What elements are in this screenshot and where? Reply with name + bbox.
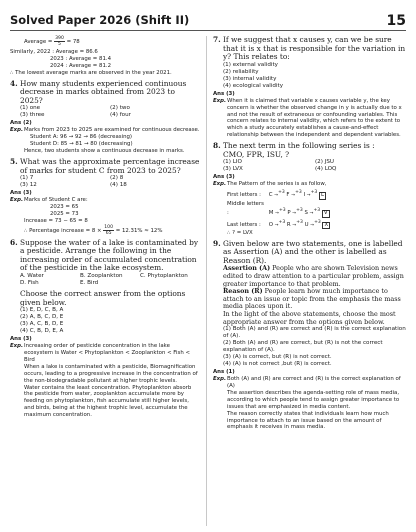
- percentage-formula: ∴ Percentage increase = 8 × $\frac{100}{65}$ = 12.31% ≈ 12%: [24, 224, 163, 236]
- q9-options: [223, 326, 407, 368]
- q8-options: [223, 159, 407, 173]
- q8-series: CMO, FPR, ISU, ?: [223, 149, 290, 159]
- q9-explanation: Exp. Both (A) and (R) are correct and (R) is the correct explanation of (A) The assertion describes the agenda-setting role of mass media, according to which people tend to assign greater importance to issues that are emphasized in media content. The reason correctly states that individuals learn how much importance to attach to an issue based on the amount of emphasis it receives in mass media.: [213, 376, 401, 431]
- q7-explanation: Exp. When it is claimed that variable x causes variable y, the key concern is whether the observed change in y is actually due to x and not the result of extraneous or confounding variables. This concern relates to internal validity, which refers to the extent to which a study accurately establishes a cause-and-effect relationship between the independent and dependent variables.: [213, 97, 402, 139]
- left-column: [10, 36, 200, 419]
- option: (2) JSU: [315, 159, 334, 166]
- option: (2) two: [110, 105, 130, 112]
- q6-answer: Ans (3): [10, 336, 32, 343]
- q6-choose: Choose the correct answer from the options given below.: [20, 289, 186, 307]
- option: (4) four: [110, 112, 131, 119]
- reason: Reason (R) People learn how much importance to attach to an issue or topic from the emphasis the mass media places upon it.: [223, 287, 401, 311]
- column-divider: [206, 36, 207, 526]
- q9-choose: In the light of the above statements, choose the most appropriate answer from the options given below.: [223, 309, 396, 326]
- avg-2023: 2023 : Average = 81.4: [50, 55, 112, 62]
- option: (3) A, C, B, D, E: [20, 321, 64, 328]
- fraction: $\frac{100}{65}$: [104, 224, 114, 236]
- right-column: [213, 36, 407, 431]
- q5-answer: Ans (3): [10, 190, 32, 197]
- option: (4) C, B, D, E, A: [20, 328, 64, 335]
- q6-explanation: Exp. Increasing order of pesticide concentration in the lake ecosystem is Water < Phytoplankton < Zooplankton < Fish < Bird When a lake is contaminated with a pesticide, Biomagnification occurs, leading to a progressive increase in the concentration of the non-biodegradable pollutant at higher trophic levels. Water contains the least concentration. Phytoplankton absorb the pesticide from water, zooplankton accumulate more by feeding on phytoplankton, fish accumulate still higher levels, and birds, being at the highest trophic level, accumulate the maximum concentration.: [10, 343, 198, 419]
- question-9: 9. Given below are two statements, one is labelled as Assertion (A) and the other is labelled as Reason (R).: [213, 238, 403, 265]
- option: (3) internal validity: [223, 75, 277, 82]
- answer-box: L: [321, 191, 325, 198]
- q6-organisms: A. Water B. Zooplankton C. Phytoplankton D. Fish E. Bird: [20, 273, 188, 287]
- option: (4) LOQ: [315, 166, 337, 173]
- average-formula: Average = $\frac{390}{5}$ = 78: [24, 36, 80, 47]
- answer-box: X: [324, 221, 329, 228]
- assertion: Assertion (A) People who are shown Television news edited to draw attention to a particular problem, assign greater importance to that problem.: [223, 264, 404, 288]
- fraction: $\frac{390}{5}$: [55, 36, 64, 47]
- option: (3) LVX: [223, 166, 243, 173]
- q8-explanation: Exp. The Pattern of the series is as follow, First letters : C →$^{+3}$ F →$^{+3}$ I →$^{+3}$ L Middle letters : M →$^{+3}$ P →$^{+3}$ S →$^{+3}$ V Last letters : O →$^{+3}$ R →$^{+3}$ U →$^{+3}$ X ∴ ? = LVX: [213, 181, 407, 236]
- pattern-row-middle: Middle letters : M →$^{+3}$ P →$^{+3}$ S →$^{+3}$ V: [227, 200, 328, 216]
- option: (4) ecological validity: [223, 82, 284, 89]
- q6-options: [20, 307, 200, 335]
- q7-options: [223, 62, 407, 90]
- avg-2024: 2024 : Average = 81.2: [50, 62, 112, 69]
- question-6: 6. Suppose the water of a lake is contaminated by a pesticide. Arrange the following in the increasing order of accumulated concentration of the pesticide in the lake ecosystem.: [10, 237, 199, 273]
- option: (2) A, B, C, D, E: [20, 314, 64, 321]
- q4-options: [20, 105, 200, 119]
- q4-explanation: Exp. Marks from 2023 to 2025 are examined for continuous decrease. Student A: 96 → 92 → 86 (decreasing) Student D: 85 → 81 → 80 (decreasing) Hence, two students show a continuous decrease in marks.: [10, 127, 200, 155]
- option: (2) reliability: [223, 68, 259, 75]
- q7-answer: Ans (3): [213, 90, 235, 97]
- option: (4) 18: [110, 182, 127, 189]
- option: (1) one: [20, 105, 41, 112]
- pattern-row-first: First letters : C →$^{+3}$ F →$^{+3}$ I →$^{+3}$ L: [227, 190, 325, 198]
- paper-title: Solved Paper 2026 (Shift II): [10, 13, 190, 27]
- question-7: 7. If we suggest that x causes y, can we be sure that it is x that is responsible for the variation in y? This relates to:: [213, 35, 406, 62]
- question-4: 4. How many students experienced continuous decrease in marks obtained from 2023 to 2025?: [10, 78, 187, 105]
- option: (3) (A) is correct, but (R) is not correct.: [223, 354, 332, 361]
- answer-box: V: [323, 209, 328, 216]
- option: (4) (A) is not correct ,but (R) is correct.: [223, 361, 332, 368]
- option: (1) Both (A) and (R) are correct and (R) is the correct explanation of (A).: [223, 326, 406, 340]
- q8-answer: Ans (3): [213, 174, 235, 181]
- q5-explanation: Exp. Marks of Student C are: 2023 = 65 2025 = 73 Increase = 73 − 65 = 8 ∴ Percentage increase = 8 × $\frac{100}{65}$ = 12.31% ≈ 12%: [10, 197, 200, 236]
- page-header: [10, 8, 406, 31]
- option: (1) 7: [20, 175, 34, 182]
- question-8: 8. The next term in the following series is :: [213, 141, 375, 151]
- similar-line: Similarly, 2022 : Average = 86.6: [10, 49, 98, 55]
- option: (3) 12: [20, 182, 37, 189]
- conclusion: ∴ The lowest average marks are observed in the year 2021.: [10, 69, 172, 76]
- question-5: 5. What was the approximate percentage increase of marks for student C from 2023 to 2025?: [10, 156, 200, 175]
- page-number: 15: [386, 13, 406, 29]
- option: (1) LIO: [223, 159, 242, 166]
- option: (1) E, D, C, B, A: [20, 307, 64, 314]
- option: (1) external validity: [223, 61, 278, 68]
- option: (2) 8: [110, 175, 124, 182]
- q9-answer: Ans (1): [213, 369, 235, 376]
- q5-options: [20, 175, 200, 189]
- q4-answer: Ans (2): [10, 120, 32, 127]
- option: (2) Both (A) and (R) are correct, but (R) is not the correct explanation of (A).: [223, 340, 383, 354]
- option: (3) three: [20, 112, 45, 119]
- pattern-row-last: Last letters : O →$^{+3}$ R →$^{+3}$ U →$^{+3}$ X: [227, 219, 329, 228]
